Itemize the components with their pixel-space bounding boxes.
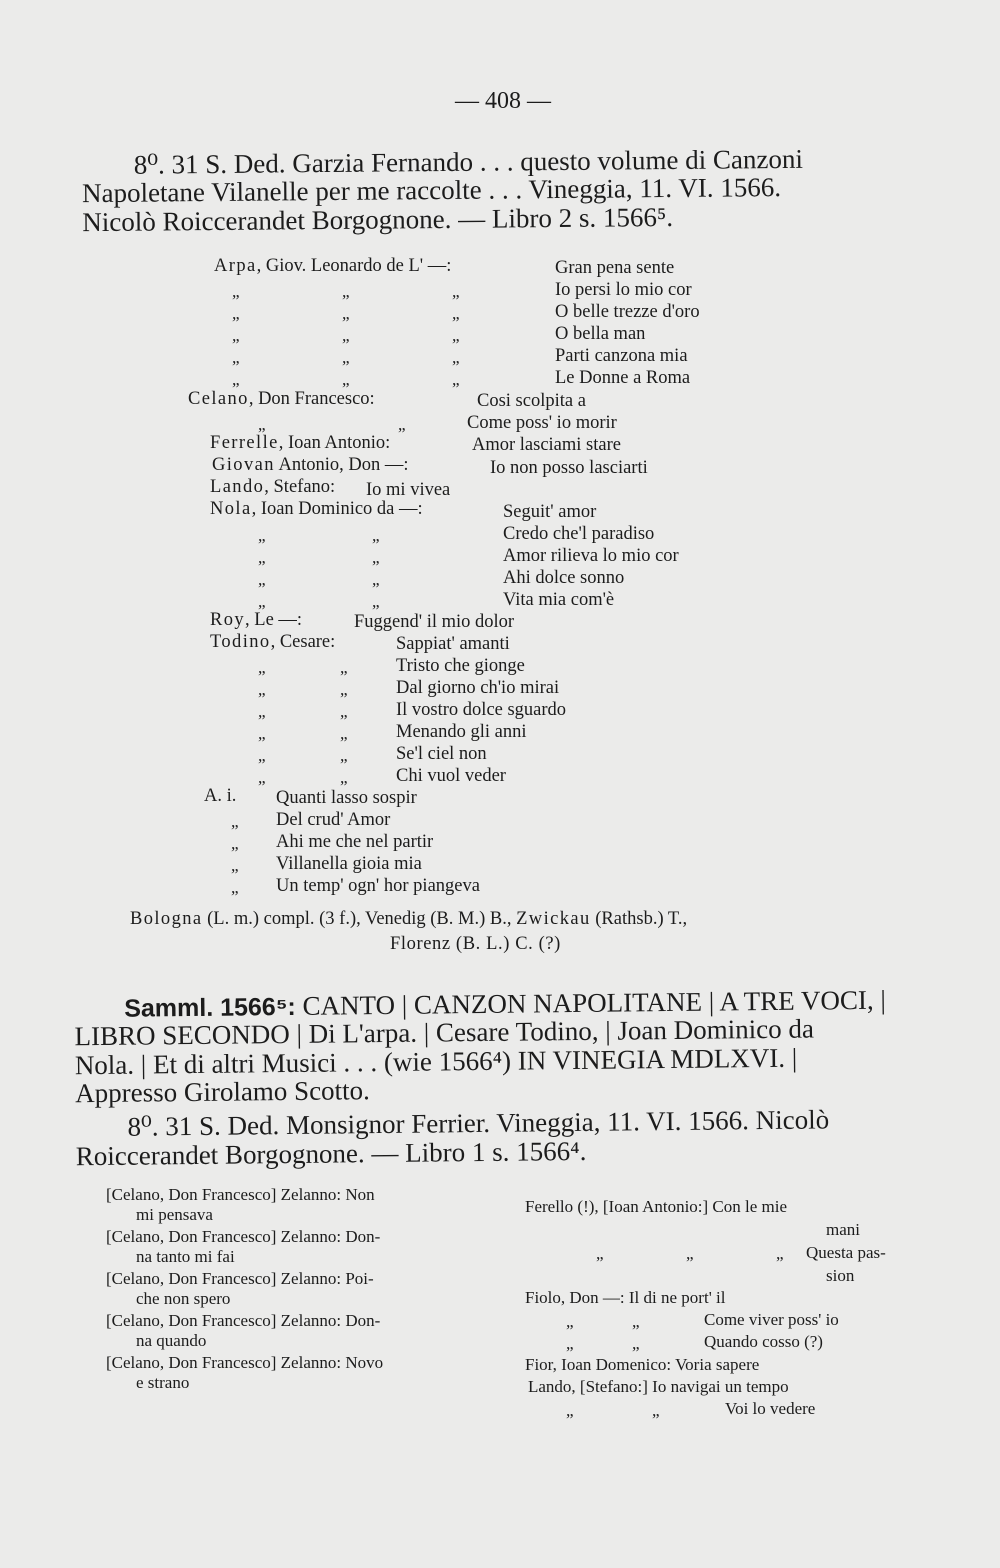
song-title: Fuggend' il mio dolor — [354, 612, 515, 632]
ditto-mark: „ — [340, 658, 348, 677]
ditto-mark: „ — [342, 304, 350, 323]
entry1-intro — [82, 145, 804, 236]
song-title: Tristo che gionge — [396, 656, 525, 676]
song-title: Villanella gioia mia — [276, 854, 422, 874]
title-line: Appresso Girolamo Scotto. — [74, 1075, 371, 1109]
song-title: Del crud' Amor — [276, 810, 391, 830]
composer-entry — [210, 499, 423, 520]
composer-info: , Giov. Leonardo de L' —: — [256, 256, 452, 276]
song-title: Le Donne a Roma — [555, 368, 691, 388]
ditto-mark: „ — [258, 548, 266, 567]
ditto-mark: „ — [452, 304, 460, 323]
ditto-mark: „ — [776, 1244, 784, 1263]
song-title: Io non posso lasciarti — [490, 458, 648, 478]
song-title: Parti canzona mia — [555, 346, 688, 366]
contents-item: Fiolo, Don —: Il di ne port' il — [525, 1288, 726, 1307]
ditto-mark: „ — [342, 326, 350, 345]
composer-info: , Ioan Antonio: — [278, 433, 391, 453]
ditto-mark: „ — [258, 592, 266, 611]
song-title: Io persi lo mio cor — [555, 280, 692, 300]
song-title: Dal giorno ch'io mirai — [396, 678, 560, 698]
ditto-mark: „ — [231, 856, 239, 875]
ditto-mark: „ — [372, 570, 380, 589]
composer-info: , Stefano: — [264, 477, 336, 497]
ditto-mark: „ — [566, 1401, 574, 1420]
song-title: Vita mia com'è — [503, 590, 615, 610]
library-locations — [130, 909, 687, 930]
ditto-mark: „ — [231, 812, 239, 831]
song-title: Amor lasciami stare — [472, 435, 621, 455]
song-title: Se'l ciel non — [396, 744, 487, 764]
song-title: Ahi dolce sonno — [503, 568, 625, 588]
composer-entry — [188, 389, 375, 410]
composer-name: Lando — [210, 477, 265, 497]
ditto-mark: „ — [258, 768, 266, 787]
contents-item: Voi lo vedere — [725, 1399, 816, 1418]
ditto-mark: „ — [340, 768, 348, 787]
city-name: Bologna — [130, 909, 203, 929]
library-locations-line2: Florenz (B. L.) C. (?) — [390, 934, 561, 954]
contents-item: [Celano, Don Francesco] Zelanno: Novo e strano — [106, 1353, 384, 1392]
ditto-mark: „ — [596, 1244, 604, 1263]
song-title: Ahi me che nel partir — [276, 832, 434, 852]
location-text: (L. m.) compl. (3 f.), Venedig (B. M.) B., — [202, 909, 517, 929]
page-number: — 408 — — [455, 88, 551, 114]
ditto-mark: „ — [258, 724, 266, 743]
contents-item: sion — [826, 1266, 855, 1285]
ditto-mark: „ — [372, 526, 380, 545]
ditto-mark: „ — [342, 348, 350, 367]
composer-entry — [214, 256, 451, 277]
ditto-mark: „ — [258, 702, 266, 721]
desc-line: 8⁰. 31 S. Ded. Monsignor Ferrier. Vineggia, 11. VI. 1566. Nicolò — [127, 1104, 830, 1143]
song-title: Gran pena sente — [555, 258, 675, 278]
title-line: LIBRO SECONDO | Di L'arpa. | Cesare Todino, | Joan Dominico da — [74, 1013, 815, 1052]
composer-name: Todino — [210, 632, 271, 652]
ditto-mark: „ — [232, 326, 240, 345]
ditto-mark: „ — [340, 702, 348, 721]
ditto-mark: „ — [258, 526, 266, 545]
song-title: Seguit' amor — [503, 502, 597, 522]
ditto-mark: „ — [258, 570, 266, 589]
intro-line: Napoletane Vilanelle per me raccolte . . . Vineggia, 11. VI. 1566. — [81, 172, 782, 209]
composer-name: Arpa — [214, 256, 257, 276]
composer-name: Giovan — [212, 455, 275, 475]
composer-name: Roy — [210, 610, 246, 630]
song-title: Cosi scolpita a — [477, 391, 586, 411]
title-line: Samml. 1566⁵: CANTO | CANZON NAPOLITANE | A TRE VOCI, | — [124, 984, 887, 1023]
contents-item: Fior, Ioan Domenico: Voria sapere — [525, 1355, 760, 1374]
city-name: Zwickau — [516, 909, 591, 929]
composer-info: , Cesare: — [270, 632, 336, 652]
ditto-mark: „ — [686, 1244, 694, 1263]
ditto-mark: „ — [566, 1334, 574, 1353]
composer-entry — [212, 455, 409, 476]
ditto-mark: „ — [258, 680, 266, 699]
song-title: Sappiat' amanti — [396, 634, 510, 654]
ditto-mark: „ — [452, 370, 460, 389]
composer-info: , Don Francesco: — [248, 389, 375, 409]
composer-entry — [210, 610, 302, 631]
ditto-mark: „ — [340, 724, 348, 743]
composer-info: , Le —: — [245, 610, 303, 630]
contents-item: [Celano, Don Francesco] Zelanno: Don- na tanto mi fai — [106, 1227, 381, 1266]
samml-label: Samml. 1566⁵: — [124, 992, 296, 1023]
ditto-mark: „ — [232, 348, 240, 367]
composer-info: Antonio, Don —: — [274, 455, 409, 475]
song-title: Chi vuol veder — [396, 766, 506, 786]
song-title: Menando gli anni — [396, 722, 527, 742]
ditto-mark: „ — [340, 680, 348, 699]
entry2-title — [74, 986, 887, 1171]
ditto-mark: „ — [452, 348, 460, 367]
ditto-mark: „ — [632, 1334, 640, 1353]
ditto-mark: „ — [398, 415, 406, 434]
song-title: Quanti lasso sospir — [276, 788, 417, 808]
song-title: O bella man — [555, 324, 646, 344]
song-title: Come poss' io morir — [467, 413, 617, 433]
song-title: Amor rilieva lo mio cor — [503, 546, 679, 566]
contents-item: Questa pas- — [806, 1243, 886, 1262]
song-title: Credo che'l paradiso — [503, 524, 655, 544]
ditto-mark: „ — [232, 370, 240, 389]
ditto-mark: „ — [231, 878, 239, 897]
contents-item: mani — [826, 1220, 860, 1239]
intro-line: 8⁰. 31 S. Ded. Garzia Fernando . . . questo volume di Canzoni — [133, 143, 804, 180]
contents-item: Come viver poss' io — [704, 1310, 839, 1329]
ditto-mark: „ — [652, 1401, 660, 1420]
intro-line: Nicolò Roiccerandet Borgognone. — Libro 2 s. 1566⁵. — [82, 201, 674, 237]
contents-item: Lando, [Stefano:] Io navigai un tempo — [528, 1377, 789, 1396]
desc-line: Roiccerandet Borgognone. — Libro 1 s. 1566⁴. — [75, 1135, 587, 1171]
ditto-mark: „ — [452, 326, 460, 345]
composer-info: , Ioan Dominico da —: — [251, 499, 423, 519]
composer-name: Celano — [188, 389, 249, 409]
song-title: Il vostro dolce sguardo — [396, 700, 567, 720]
ditto-mark: „ — [232, 282, 240, 301]
contents-item: [Celano, Don Francesco] Zelanno: Non mi pensava — [106, 1185, 375, 1224]
song-title: O belle trezze d'oro — [555, 302, 700, 322]
contents-item: Ferello (!), [Ioan Antonio:] Con le mie — [525, 1197, 788, 1216]
location-text: (Rathsb.) T., — [590, 909, 688, 929]
contents-item: [Celano, Don Francesco] Zelanno: Poi- che non spero — [106, 1269, 374, 1308]
ditto-mark: „ — [258, 415, 266, 434]
ditto-mark: „ — [372, 548, 380, 567]
contents-item: Quando cosso (?) — [704, 1332, 823, 1351]
contents-item: [Celano, Don Francesco] Zelanno: Don- na quando — [106, 1311, 381, 1350]
ditto-mark: „ — [342, 370, 350, 389]
composer-entry — [210, 632, 335, 653]
composer-entry: A. i. — [204, 786, 237, 806]
composer-entry — [210, 477, 335, 498]
ditto-mark: „ — [232, 304, 240, 323]
ditto-mark: „ — [452, 282, 460, 301]
ditto-mark: „ — [632, 1312, 640, 1331]
ditto-mark: „ — [231, 834, 239, 853]
ditto-mark: „ — [342, 282, 350, 301]
ditto-mark: „ — [340, 746, 348, 765]
composer-entry — [210, 433, 390, 454]
song-title: Io mi vivea — [366, 480, 451, 500]
composer-name: Nola — [210, 499, 252, 519]
ditto-mark: „ — [258, 746, 266, 765]
ditto-mark: „ — [258, 658, 266, 677]
song-title: Un temp' ogn' hor piangeva — [276, 876, 480, 896]
title-line: Nola. | Et di altri Musici . . . (wie 1566⁴) IN VINEGIA MDLXVI. | — [74, 1042, 798, 1080]
composer-name: Ferrelle — [210, 433, 279, 453]
ditto-mark: „ — [566, 1312, 574, 1331]
ditto-mark: „ — [372, 592, 380, 611]
